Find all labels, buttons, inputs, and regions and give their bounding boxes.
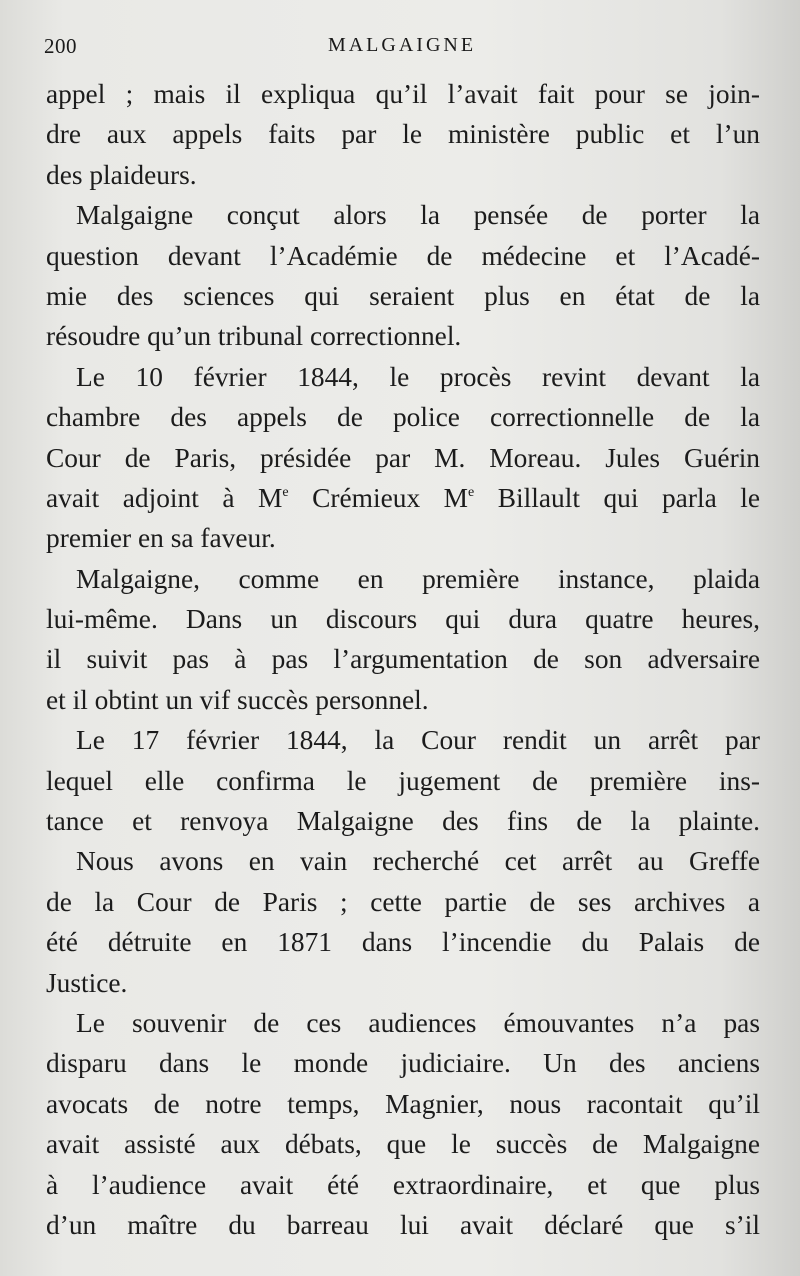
text-line: résoudre qu’un tribunal correctionnel. xyxy=(46,321,462,352)
paragraph-1 xyxy=(46,74,760,195)
text-line: Justice. xyxy=(46,967,128,998)
text-fragment: Billault qui parla le xyxy=(474,482,761,513)
text-line: avocats de notre temps, Magnier, nous racontait qu’il xyxy=(46,1088,760,1119)
text-line: été détruite en 1871 dans l’incendie du Palais de xyxy=(46,927,760,958)
text-line: Nous avons en vain recherché cet arrêt au Greffe xyxy=(76,846,760,877)
text-line: mie des sciences qui seraient plus en état de la xyxy=(46,280,760,311)
text-line: avait assisté aux débats, que le succès de Malgaigne xyxy=(46,1129,760,1160)
paragraph-3 xyxy=(46,357,760,559)
text-line: d’un maître du barreau lui avait déclaré que s’il xyxy=(46,1209,760,1240)
text-line: dre aux appels faits par le ministère public et l’un xyxy=(46,119,760,150)
superscript: e xyxy=(468,484,475,500)
text-fragment: Crémieux M xyxy=(288,482,469,513)
text-line: Malgaigne conçut alors la pensée de porter la xyxy=(76,200,760,231)
text-line: des plaideurs. xyxy=(46,159,197,190)
page-number: 200 xyxy=(44,34,77,58)
paragraph-5 xyxy=(46,720,760,841)
text-line: tance et renvoya Malgaigne des fins de la plainte. xyxy=(46,806,760,837)
running-title: MALGAIGNE xyxy=(327,34,477,56)
text-line: il suivit pas à pas l’argumentation de son adversaire xyxy=(46,644,760,675)
paragraph-2 xyxy=(46,195,760,357)
text-line: lequel elle confirma le jugement de première ins- xyxy=(46,765,760,796)
paragraph-4 xyxy=(46,559,760,721)
superscript: e xyxy=(282,484,289,500)
text-line: Le 17 février 1844, la Cour rendit un arrêt par xyxy=(76,725,760,756)
paragraph-6 xyxy=(46,841,760,1003)
text-line: à l’audience avait été extraordinaire, et que plus xyxy=(46,1169,760,1200)
text-line: premier en sa faveur. xyxy=(46,523,276,554)
text-line: et il obtint un vif succès personnel. xyxy=(46,684,429,715)
paragraph-7 xyxy=(46,1003,760,1245)
text-line: lui-même. Dans un discours qui dura quatre heures, xyxy=(46,604,760,635)
text-line-with-superscripts xyxy=(46,478,760,518)
text-line: Malgaigne, comme en première instance, plaida xyxy=(76,563,760,594)
text-line: appel ; mais il expliqua qu’il l’avait fait pour se join- xyxy=(46,79,760,109)
text-line: chambre des appels de police correctionnelle de la xyxy=(46,402,760,433)
text-line: question devant l’Académie de médecine et l’Acadé- xyxy=(46,240,760,271)
body-text xyxy=(46,74,760,1245)
page-header xyxy=(44,34,760,64)
text-fragment: avait adjoint à M xyxy=(46,482,283,513)
text-line: Le souvenir de ces audiences émouvantes n’a pas xyxy=(76,1007,760,1038)
text-line: disparu dans le monde judiciaire. Un des anciens xyxy=(46,1048,760,1079)
text-line: Cour de Paris, présidée par M. Moreau. Jules Guérin xyxy=(46,442,760,473)
text-line: de la Cour de Paris ; cette partie de ses archives a xyxy=(46,886,760,917)
text-line: Le 10 février 1844, le procès revint devant la xyxy=(76,361,760,392)
